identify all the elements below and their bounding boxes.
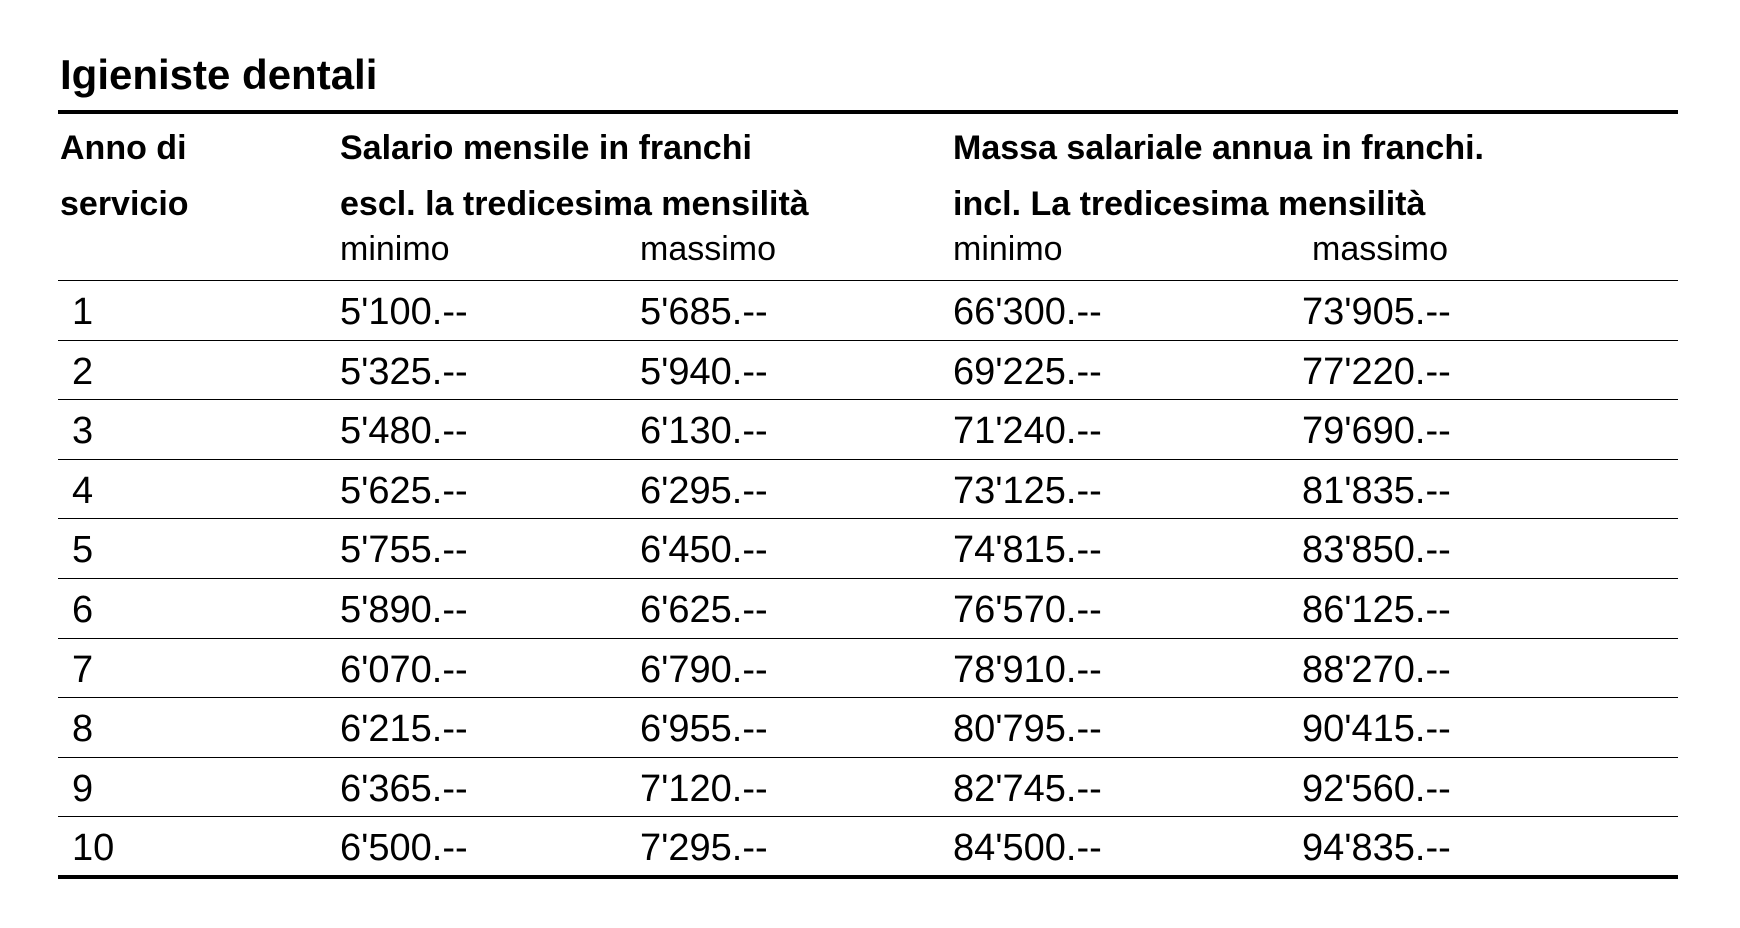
cell-monthly-min: 5'625.-- (340, 469, 468, 512)
cell-annual-max: 94'835.-- (1302, 827, 1451, 870)
cell-monthly-min: 6'215.-- (340, 708, 468, 751)
table-body (58, 281, 1678, 879)
cell-monthly-min: 5'755.-- (340, 529, 468, 572)
cell-annual-max: 90'415.-- (1302, 708, 1451, 751)
cell-annual-max: 86'125.-- (1302, 588, 1451, 631)
cell-monthly-min: 5'480.-- (340, 410, 468, 453)
cell-monthly-max: 6'790.-- (640, 648, 768, 691)
header-monthly-min: minimo (340, 230, 450, 268)
header-salario-mensile (340, 120, 809, 232)
header-anno-line1: Anno di (60, 129, 187, 167)
cell-monthly-min: 6'070.-- (340, 648, 468, 691)
cell-monthly-max: 7'120.-- (640, 767, 768, 810)
cell-annual-max: 79'690.-- (1302, 410, 1451, 453)
header-anno-di-servicio (60, 120, 189, 232)
cell-annual-min: 74'815.-- (953, 529, 1102, 572)
table-row (58, 698, 1678, 758)
cell-annual-min: 76'570.-- (953, 588, 1102, 631)
cell-monthly-min: 5'325.-- (340, 350, 468, 393)
table-row (58, 460, 1678, 520)
salary-table-document (58, 40, 1678, 879)
header-massa-line1: Massa salariale annua in franchi. (953, 129, 1485, 167)
header-annual-min: minimo (953, 230, 1063, 268)
header-massa-salariale (953, 120, 1484, 232)
header-salario-line1: Salario mensile in franchi (340, 129, 752, 167)
cell-monthly-max: 6'450.-- (640, 529, 768, 572)
cell-monthly-min: 5'100.-- (340, 291, 468, 333)
table-row (58, 519, 1678, 579)
cell-annual-min: 82'745.-- (953, 767, 1102, 810)
table-row (58, 758, 1678, 818)
cell-year: 1 (72, 291, 94, 333)
cell-year: 8 (72, 708, 94, 751)
cell-annual-min: 71'240.-- (953, 410, 1102, 453)
cell-monthly-max: 6'625.-- (640, 588, 768, 631)
header-anno-line2: servicio (60, 185, 189, 223)
table-title: Igieniste dentali (60, 51, 378, 98)
cell-monthly-max: 6'295.-- (640, 469, 768, 512)
cell-year: 10 (72, 827, 115, 870)
header-massa-line2: incl. La tredicesima mensilità (953, 185, 1426, 223)
cell-monthly-max: 6'955.-- (640, 708, 768, 751)
cell-annual-min: 73'125.-- (953, 469, 1102, 512)
table-row (58, 281, 1678, 341)
cell-annual-max: 83'850.-- (1302, 529, 1451, 572)
cell-monthly-max: 7'295.-- (640, 827, 768, 870)
table-row (58, 400, 1678, 460)
cell-monthly-max: 6'130.-- (640, 410, 768, 453)
cell-annual-max: 88'270.-- (1302, 648, 1451, 691)
cell-monthly-min: 6'500.-- (340, 827, 468, 870)
cell-monthly-max: 5'685.-- (640, 291, 768, 333)
cell-year: 5 (72, 529, 94, 572)
cell-year: 2 (72, 350, 94, 393)
cell-year: 7 (72, 648, 94, 691)
cell-monthly-max: 5'940.-- (640, 350, 768, 393)
cell-annual-min: 66'300.-- (953, 291, 1102, 333)
cell-annual-max: 73'905.-- (1302, 291, 1451, 333)
cell-annual-min: 80'795.-- (953, 708, 1102, 751)
header-annual-max: massimo (1312, 230, 1449, 268)
table-row (58, 579, 1678, 639)
cell-year: 9 (72, 767, 94, 810)
cell-annual-min: 84'500.-- (953, 827, 1102, 870)
cell-annual-min: 69'225.-- (953, 350, 1102, 393)
header-monthly-max: massimo (640, 230, 777, 268)
cell-annual-max: 77'220.-- (1302, 350, 1451, 393)
table-row (58, 341, 1678, 401)
header-salario-line2: escl. la tredicesima mensilità (340, 185, 809, 223)
cell-annual-max: 92'560.-- (1302, 767, 1451, 810)
cell-monthly-min: 5'890.-- (340, 588, 468, 631)
cell-annual-max: 81'835.-- (1302, 469, 1451, 512)
table-header (58, 114, 1678, 281)
cell-annual-min: 78'910.-- (953, 648, 1102, 691)
cell-year: 6 (72, 588, 94, 631)
table-row (58, 817, 1678, 879)
table-row (58, 639, 1678, 699)
cell-year: 3 (72, 410, 94, 453)
cell-year: 4 (72, 469, 94, 512)
cell-monthly-min: 6'365.-- (340, 767, 468, 810)
